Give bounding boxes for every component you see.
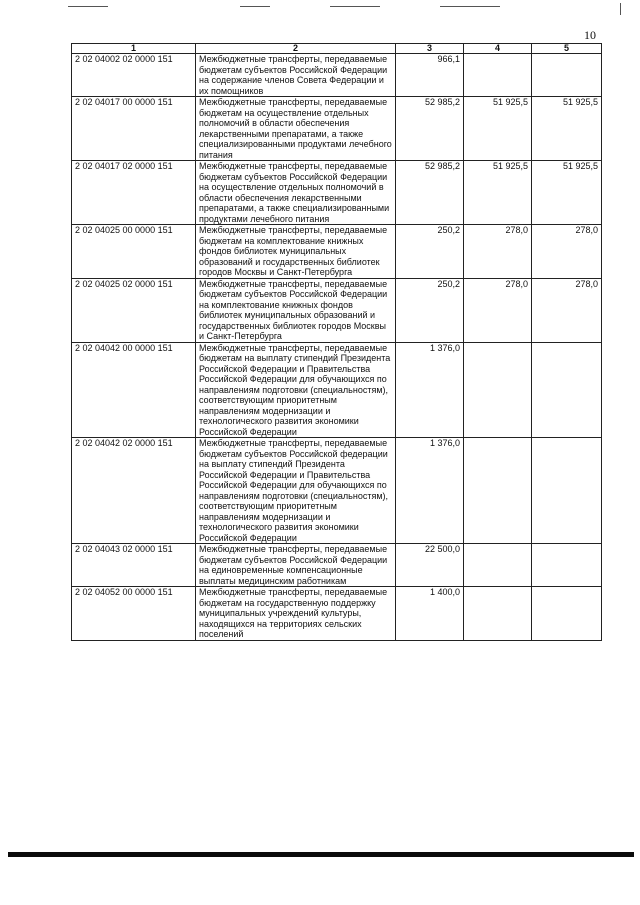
table-row bbox=[72, 342, 602, 438]
amount-col5 bbox=[532, 438, 602, 544]
table-row bbox=[72, 544, 602, 587]
budget-code: 2 02 04052 00 0000 151 bbox=[72, 587, 196, 641]
table-row bbox=[72, 278, 602, 342]
amount-col4 bbox=[464, 438, 532, 544]
budget-code: 2 02 04002 02 0000 151 bbox=[72, 54, 196, 97]
scan-mark bbox=[330, 6, 380, 7]
amount-col5: 278,0 bbox=[532, 278, 602, 342]
item-name: Межбюджетные трансферты, передаваемые бюджетам субъектов Российской Федерации на единовременные компенсационные выплаты медицинским работникам bbox=[196, 544, 396, 587]
amount-col3: 22 500,0 bbox=[396, 544, 464, 587]
budget-code: 2 02 04043 02 0000 151 bbox=[72, 544, 196, 587]
item-name: Межбюджетные трансферты, передаваемые бюджетам на выплату стипендий Президента Российской Федерации и Правительства Российской Федерации для обучающихся по направлениям подготовки (специальностям), соответствующим приоритетным направлениям модернизации и технологического развития экономики Российской Федерации bbox=[196, 342, 396, 438]
amount-col4 bbox=[464, 544, 532, 587]
amount-col5 bbox=[532, 544, 602, 587]
scan-mark bbox=[240, 6, 270, 7]
scan-mark bbox=[440, 6, 500, 7]
table-row bbox=[72, 97, 602, 161]
scan-border-bar bbox=[8, 852, 634, 857]
table-header-row bbox=[72, 44, 602, 54]
item-name: Межбюджетные трансферты, передаваемые бюджетам субъектов Российской Федерации на комплектование книжных фондов библиотек муниципальных образований и государственных библиотек городов Москвы и Санкт-Петербурга bbox=[196, 278, 396, 342]
column-header: 3 bbox=[396, 44, 464, 54]
amount-col5: 51 925,5 bbox=[532, 161, 602, 225]
table-row bbox=[72, 161, 602, 225]
column-header: 4 bbox=[464, 44, 532, 54]
amount-col3: 52 985,2 bbox=[396, 97, 464, 161]
amount-col3: 1 376,0 bbox=[396, 438, 464, 544]
amount-col3: 250,2 bbox=[396, 225, 464, 279]
amount-col3: 1 400,0 bbox=[396, 587, 464, 641]
budget-code: 2 02 04025 00 0000 151 bbox=[72, 225, 196, 279]
amount-col3: 52 985,2 bbox=[396, 161, 464, 225]
amount-col4 bbox=[464, 587, 532, 641]
amount-col4: 51 925,5 bbox=[464, 161, 532, 225]
budget-code: 2 02 04017 02 0000 151 bbox=[72, 161, 196, 225]
item-name: Межбюджетные трансферты, передаваемые бюджетам на осуществление отдельных полномочий в области обеспечения лекарственными препаратами, а также специализированными продуктами лечебного питания bbox=[196, 97, 396, 161]
budget-code: 2 02 04042 02 0000 151 bbox=[72, 438, 196, 544]
budget-code: 2 02 04017 00 0000 151 bbox=[72, 97, 196, 161]
amount-col3: 1 376,0 bbox=[396, 342, 464, 438]
amount-col5: 278,0 bbox=[532, 225, 602, 279]
budget-code: 2 02 04025 02 0000 151 bbox=[72, 278, 196, 342]
amount-col4 bbox=[464, 342, 532, 438]
amount-col4 bbox=[464, 54, 532, 97]
amount-col3: 250,2 bbox=[396, 278, 464, 342]
amount-col3: 966,1 bbox=[396, 54, 464, 97]
item-name: Межбюджетные трансферты, передаваемые бюджетам субъектов Российской Федерации на осуществление отдельных полномочий в области обеспечения лекарственными препаратами, а также специализированными продуктами лечебного питания bbox=[196, 161, 396, 225]
item-name: Межбюджетные трансферты, передаваемые бюджетам субъектов Российской федерации на выплату стипендий Президента Российской Федерации и Правительства Российской Федерации для обучающихся по направлениям подготовки (специальностям), соответствующим приоритетным направлениям модернизации и технологического развития экономики Российской Федерации bbox=[196, 438, 396, 544]
amount-col5 bbox=[532, 342, 602, 438]
scan-mark bbox=[68, 6, 108, 7]
column-header: 2 bbox=[196, 44, 396, 54]
table-row bbox=[72, 438, 602, 544]
table-row bbox=[72, 54, 602, 97]
amount-col5 bbox=[532, 587, 602, 641]
item-name: Межбюджетные трансферты, передаваемые бюджетам на комплектование книжных фондов библиотек муниципальных образований и государственных библиотек городов Москвы и Санкт-Петербурга bbox=[196, 225, 396, 279]
budget-table bbox=[71, 43, 602, 641]
column-header: 5 bbox=[532, 44, 602, 54]
item-name: Межбюджетные трансферты, передаваемые бюджетам на государственную поддержку муниципальных учреждений культуры, находящихся на территориях сельских поселений bbox=[196, 587, 396, 641]
amount-col4: 278,0 bbox=[464, 225, 532, 279]
column-header: 1 bbox=[72, 44, 196, 54]
item-name: Межбюджетные трансферты, передаваемые бюджетам субъектов Российской Федерации на содержание членов Совета Федерации и их помощников bbox=[196, 54, 396, 97]
amount-col4: 51 925,5 bbox=[464, 97, 532, 161]
table-row bbox=[72, 225, 602, 279]
table-row bbox=[72, 587, 602, 641]
amount-col5 bbox=[532, 54, 602, 97]
amount-col5: 51 925,5 bbox=[532, 97, 602, 161]
scan-mark bbox=[620, 3, 621, 15]
page-number: 10 bbox=[584, 28, 596, 42]
budget-code: 2 02 04042 00 0000 151 bbox=[72, 342, 196, 438]
amount-col4: 278,0 bbox=[464, 278, 532, 342]
